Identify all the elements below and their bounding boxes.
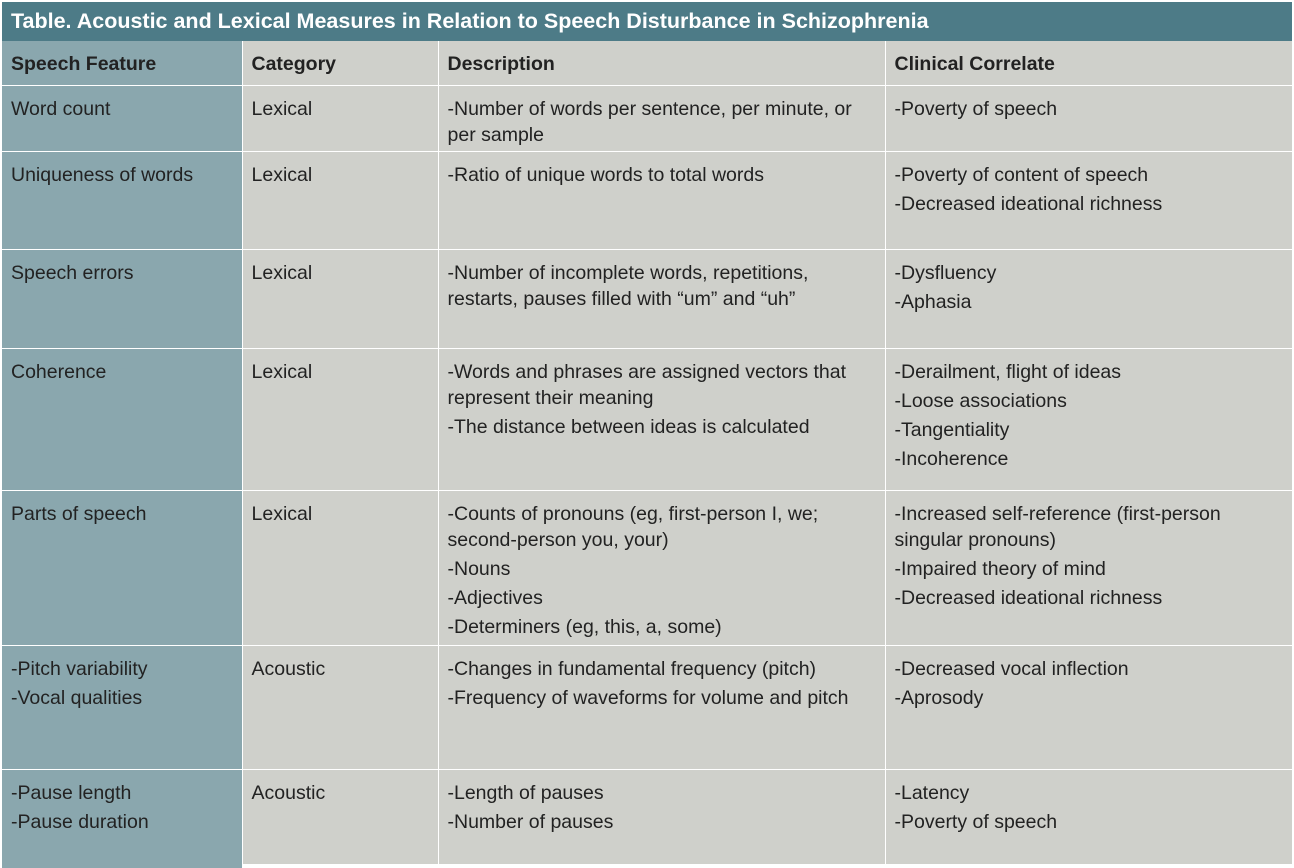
cell-category: Lexical xyxy=(242,85,438,151)
cell-clinical-correlate-line: -Aphasia xyxy=(894,290,972,313)
table-container xyxy=(2,2,1292,864)
cell-clinical-correlate-line: -Decreased vocal inflection xyxy=(894,657,1129,680)
cell-description xyxy=(438,490,885,645)
cell-clinical-correlate xyxy=(885,249,1292,348)
cell-speech-feature-line: Coherence xyxy=(11,360,107,383)
cell-clinical-correlate xyxy=(885,348,1292,490)
cell-speech-feature-line: Uniqueness of words xyxy=(11,163,194,186)
cell-description-line: -The distance between ideas is calculated xyxy=(447,415,810,438)
cell-clinical-correlate-line: -Incoherence xyxy=(894,447,1009,470)
cell-clinical-correlate-line: -Poverty of speech xyxy=(894,810,1058,833)
cell-description xyxy=(438,348,885,490)
cell-speech-feature xyxy=(2,249,242,348)
cell-description-line: -Adjectives xyxy=(447,586,543,609)
cell-category: Lexical xyxy=(242,151,438,249)
cell-clinical-correlate-line: -Aprosody xyxy=(894,686,984,709)
cell-description-line: -Nouns xyxy=(447,557,511,580)
table-title: Table. Acoustic and Lexical Measures in Relation to Speech Disturbance in Schizophrenia xyxy=(2,2,1292,41)
cell-description-line: -Number of words per sentence, per minute, or per sample xyxy=(447,97,852,146)
cell-clinical-correlate xyxy=(885,85,1292,151)
cell-clinical-correlate xyxy=(885,151,1292,249)
cell-description xyxy=(438,85,885,151)
table-row xyxy=(2,249,1292,348)
cell-description-line: -Number of pauses xyxy=(447,810,614,833)
cell-clinical-correlate-line: -Increased self-reference (first-person singular pronouns) xyxy=(894,502,1221,551)
cell-description xyxy=(438,249,885,348)
cell-category: Lexical xyxy=(242,490,438,645)
cell-clinical-correlate-line: -Decreased ideational richness xyxy=(894,586,1163,609)
cell-clinical-correlate-line: -Dysfluency xyxy=(894,261,997,284)
cell-clinical-correlate-line: -Latency xyxy=(894,781,970,804)
cell-clinical-correlate-line: -Poverty of content of speech xyxy=(894,163,1149,186)
cell-description-line: -Ratio of unique words to total words xyxy=(447,163,764,186)
cell-speech-feature xyxy=(2,85,242,151)
cell-category: Acoustic xyxy=(242,645,438,769)
header-clinical-correlate: Clinical Correlate xyxy=(885,41,1292,85)
cell-clinical-correlate-line: -Decreased ideational richness xyxy=(894,192,1163,215)
table-row xyxy=(2,151,1292,249)
header-description: Description xyxy=(438,41,885,85)
cell-clinical-correlate-line: -Loose associations xyxy=(894,389,1067,412)
cell-description-line: -Counts of pronouns (eg, first-person I, we; second-person you, your) xyxy=(447,502,819,551)
speech-measures-table xyxy=(2,41,1292,868)
header-row xyxy=(2,41,1292,85)
cell-clinical-correlate-line: -Derailment, flight of ideas xyxy=(894,360,1122,383)
cell-description-line: -Frequency of waveforms for volume and pitch xyxy=(447,686,849,709)
cell-description-line: -Length of pauses xyxy=(447,781,604,804)
cell-clinical-correlate-line: -Impaired theory of mind xyxy=(894,557,1106,580)
cell-speech-feature-line: Parts of speech xyxy=(11,502,147,525)
cell-speech-feature xyxy=(2,645,242,769)
cell-speech-feature-line: -Pitch variability xyxy=(11,657,148,680)
cell-speech-feature-line: -Pause duration xyxy=(11,810,149,833)
cell-category: Lexical xyxy=(242,348,438,490)
cell-category: Lexical xyxy=(242,249,438,348)
cell-description xyxy=(438,151,885,249)
cell-clinical-correlate xyxy=(885,645,1292,769)
header-speech-feature: Speech Feature xyxy=(2,41,242,85)
table-row xyxy=(2,490,1292,645)
table-row xyxy=(2,769,1292,868)
cell-clinical-correlate-line: -Tangentiality xyxy=(894,418,1010,441)
table-row xyxy=(2,645,1292,769)
cell-description-line: -Determiners (eg, this, a, some) xyxy=(447,615,722,638)
cell-speech-feature xyxy=(2,769,242,868)
cell-speech-feature-line: Speech errors xyxy=(11,261,134,284)
cell-description-line: -Number of incomplete words, repetitions, restarts, pauses filled with “um” and “uh” xyxy=(447,261,809,310)
cell-description-line: -Words and phrases are assigned vectors that represent their meaning xyxy=(447,360,847,409)
cell-speech-feature xyxy=(2,490,242,645)
header-category: Category xyxy=(242,41,438,85)
cell-speech-feature xyxy=(2,151,242,249)
cell-description xyxy=(438,769,885,868)
cell-clinical-correlate xyxy=(885,769,1292,868)
cell-speech-feature-line: -Vocal qualities xyxy=(11,686,143,709)
cell-speech-feature-line: -Pause length xyxy=(11,781,132,804)
cell-description-line: -Changes in fundamental frequency (pitch) xyxy=(447,657,817,680)
cell-category: Acoustic xyxy=(242,769,438,868)
cell-clinical-correlate xyxy=(885,490,1292,645)
cell-speech-feature-line: Word count xyxy=(11,97,111,120)
table-row xyxy=(2,85,1292,151)
table-row xyxy=(2,348,1292,490)
cell-description xyxy=(438,645,885,769)
cell-clinical-correlate-line: -Poverty of speech xyxy=(894,97,1058,120)
cell-speech-feature xyxy=(2,348,242,490)
